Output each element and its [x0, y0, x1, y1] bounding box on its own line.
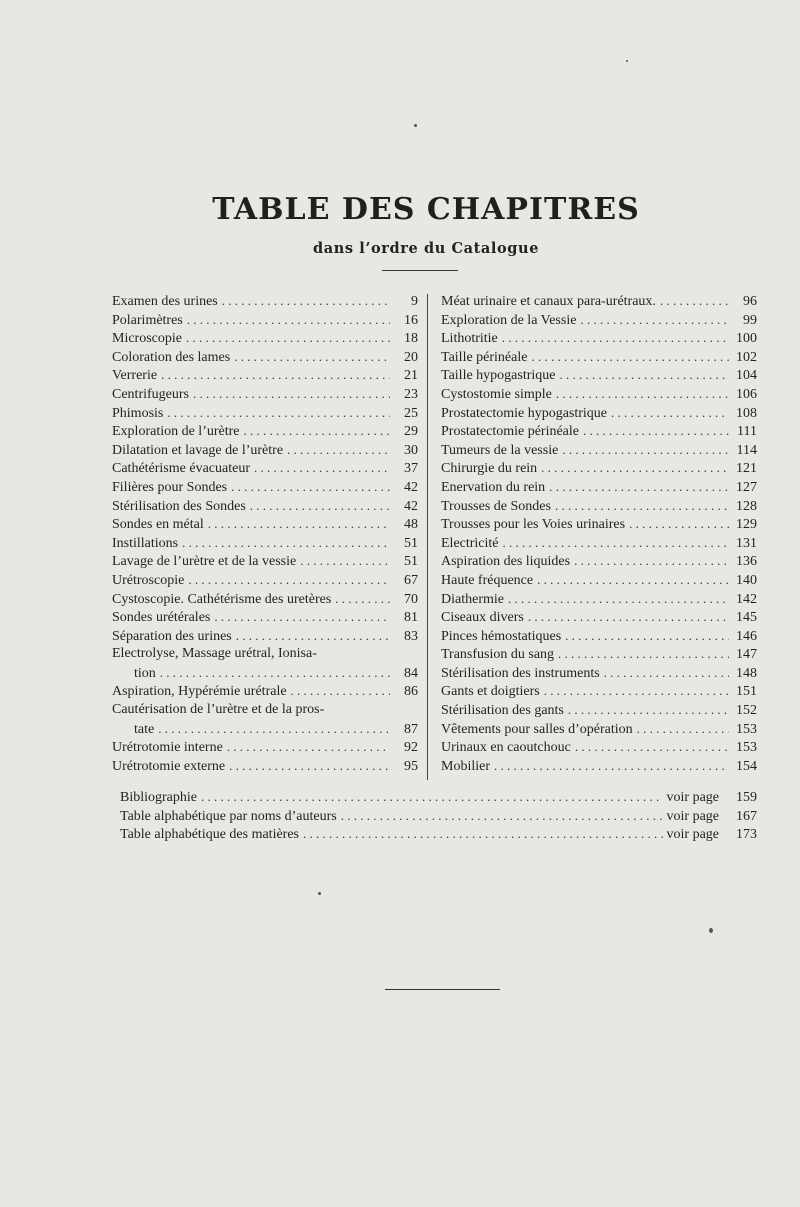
dot-leader: [537, 571, 729, 590]
toc-entry-page: 152: [736, 703, 757, 719]
toc-entry-label: Electricité: [441, 535, 499, 551]
toc-entry-label: Dilatation et lavage de l’urètre: [112, 442, 284, 458]
toc-entry: [112, 552, 418, 571]
dot-leader: [556, 385, 729, 404]
dot-leader: [629, 515, 729, 534]
toc-right-column: [441, 292, 757, 775]
dot-leader: [565, 627, 729, 646]
dot-leader: [234, 348, 390, 367]
toc-entry-label: Cathétérisme évacuateur: [112, 461, 250, 477]
toc-entry-page: 96: [743, 294, 757, 309]
toc-entry-page: 20: [404, 349, 418, 365]
dot-leader: [637, 720, 729, 739]
toc-entry: [112, 590, 418, 609]
toc-entry-page: 100: [736, 331, 757, 347]
toc-entry-label: Lithotritie: [441, 331, 498, 347]
dot-leader: [229, 757, 390, 776]
end-divider: [385, 989, 500, 990]
toc-entry: [112, 757, 418, 776]
toc-entry: [441, 682, 757, 701]
toc-entry-page: 84: [404, 665, 418, 681]
toc-entry-label: Trousses de Sondes: [441, 498, 551, 514]
dot-leader: [187, 311, 390, 330]
toc-entry-page: 21: [404, 368, 418, 384]
toc-entry-page: 148: [736, 665, 757, 681]
toc-entry: [112, 738, 418, 757]
dot-leader: [660, 292, 729, 311]
dot-leader: [250, 497, 390, 516]
toc-entry-page: 37: [404, 461, 418, 477]
toc-entry-label: Taille périnéale: [441, 349, 528, 365]
toc-entry-page: 153: [736, 740, 757, 756]
toc-entry: [441, 645, 757, 664]
toc-entry: [441, 311, 757, 330]
toc-entry-label: Stérilisation des instruments: [441, 665, 600, 681]
toc-entry-page: 128: [736, 498, 757, 514]
toc-entry-page: 145: [736, 610, 757, 626]
toc-entry-page: 102: [736, 349, 757, 365]
toc-entry-label: Sondes urétérales: [112, 610, 211, 626]
toc-entry: [112, 627, 418, 646]
dot-leader: [528, 608, 729, 627]
dot-leader: [611, 404, 729, 423]
toc-entry-label: Urinaux en caoutchouc: [441, 740, 571, 756]
toc-entry-label: Examen des urines: [112, 294, 218, 309]
toc-entry: [441, 534, 757, 553]
appendix-entry-label: Table alphabétique des matières: [120, 827, 299, 843]
toc-entry-label: Polarimètres: [112, 312, 183, 328]
toc-entry-label: Cystostomie simple: [441, 386, 552, 402]
dot-leader: [167, 404, 390, 423]
toc-entry: [112, 404, 418, 423]
dot-leader: [227, 738, 390, 757]
toc-entry-page: 147: [736, 647, 757, 663]
voir-page-text: voir page: [666, 790, 719, 805]
toc-entry: [441, 459, 757, 478]
toc-entry-label: Exploration de la Vessie: [441, 312, 577, 328]
toc-entry-page: 81: [404, 610, 418, 626]
toc-entry-page: 151: [736, 684, 757, 700]
toc-entry-page: 153: [736, 721, 757, 737]
toc-entry: [441, 664, 757, 683]
print-speck: [709, 928, 713, 933]
toc-entry-page: 106: [736, 386, 757, 402]
toc-entry: [112, 682, 418, 701]
toc-entry: [441, 441, 757, 460]
dot-leader: [555, 497, 729, 516]
print-speck: [414, 124, 417, 127]
toc-entry-page: 25: [404, 405, 418, 421]
toc-entry-label: Verrerie: [112, 368, 158, 384]
dot-leader: [558, 645, 729, 664]
dot-leader: [303, 825, 663, 844]
dot-leader: [335, 590, 390, 609]
toc-entry: [441, 497, 757, 516]
toc-entry-page: 67: [404, 572, 418, 588]
toc-entry-page: 154: [736, 758, 757, 774]
dot-leader: [244, 422, 390, 441]
toc-entry-label-continuation: tion: [134, 665, 156, 681]
toc-entry: [112, 422, 418, 441]
dot-leader: [502, 329, 729, 348]
toc-entry-page: 16: [404, 312, 418, 328]
toc-entry: [441, 627, 757, 646]
toc-entry: [441, 552, 757, 571]
toc-entry-label: Enervation du rein: [441, 479, 546, 495]
appendix-entry: [120, 807, 757, 826]
toc-entry-label: Diathermie: [441, 591, 504, 607]
toc-entry: [441, 701, 757, 720]
toc-entry-page: 29: [404, 424, 418, 440]
dot-leader: [604, 664, 729, 683]
toc-entry-page: 83: [404, 628, 418, 644]
toc-entry: [112, 385, 418, 404]
appendix-entry: [120, 788, 757, 807]
dot-leader: [231, 478, 390, 497]
toc-entry: [441, 348, 757, 367]
toc-entry-page: 140: [736, 572, 757, 588]
voir-page-text: voir page: [666, 808, 719, 824]
toc-entry: [441, 366, 757, 385]
dot-leader: [574, 552, 729, 571]
toc-entry: [441, 757, 757, 776]
toc-entry-label: Urétroscopie: [112, 572, 185, 588]
dot-leader: [287, 441, 390, 460]
dot-leader: [222, 292, 390, 311]
toc-entry: [112, 571, 418, 590]
toc-entry-page: 86: [404, 684, 418, 700]
toc-entry-label-line: Electrolyse, Massage urétral, Ionisa-: [112, 646, 317, 662]
toc-entry-page: 70: [404, 591, 418, 607]
toc-entry: [112, 497, 418, 516]
toc-entry-page: 48: [404, 517, 418, 533]
toc-entry-page: 136: [736, 554, 757, 570]
dot-leader: [568, 701, 729, 720]
toc-entry-label: Urétrotomie interne: [112, 740, 223, 756]
toc-entry-page: 127: [736, 479, 757, 495]
toc-entry-label: Urétrotomie externe: [112, 758, 226, 774]
toc-entry-page: 95: [404, 758, 418, 774]
toc-entry-label: Mobilier: [441, 758, 490, 774]
toc-left-column: [112, 292, 418, 775]
dot-leader: [531, 348, 729, 367]
toc-entry-page: 111: [737, 424, 757, 440]
toc-entry-page: 18: [404, 331, 418, 347]
dot-leader: [186, 329, 390, 348]
toc-entry-page: 129: [736, 517, 757, 533]
toc-entry-page: 92: [404, 740, 418, 756]
toc-entry: [112, 664, 418, 683]
toc-entry-label: Pinces hémostatiques: [441, 628, 562, 644]
dot-leader: [208, 515, 390, 534]
appendix-entry-label: Table alphabétique par noms d’auteurs: [120, 808, 337, 824]
toc-entry: [112, 608, 418, 627]
toc-entry: [441, 720, 757, 739]
toc-entry-page: 51: [404, 554, 418, 570]
toc-entry-label: Prostatectomie périnéale: [441, 424, 579, 440]
dot-leader: [161, 366, 390, 385]
dot-leader: [583, 422, 729, 441]
dot-leader: [575, 738, 729, 757]
dot-leader: [494, 757, 729, 776]
toc-entry-label: Aspiration, Hypérémie urétrale: [112, 684, 287, 700]
toc-entry: [441, 478, 757, 497]
toc-entry-label: Stérilisation des Sondes: [112, 498, 246, 514]
toc-entry-page: 121: [736, 461, 757, 477]
toc-entry-label: Microscopie: [112, 331, 182, 347]
toc-entry: [441, 404, 757, 423]
dot-leader: [291, 682, 390, 701]
toc-entry-label: Gants et doigtiers: [441, 684, 540, 700]
toc-entry-label: Méat urinaire et canaux para-urétraux.: [441, 294, 656, 309]
appendix-entry-page: 167: [736, 808, 757, 824]
toc-entry-page: 146: [736, 628, 757, 644]
toc-entry-page: 42: [404, 479, 418, 495]
page-title: TABLE DES CHAPITRES: [212, 192, 640, 227]
toc-entry-label: Phimosis: [112, 405, 164, 421]
dot-leader: [562, 441, 729, 460]
dot-leader: [182, 534, 390, 553]
toc-entry: [441, 571, 757, 590]
toc-entry-page: 99: [743, 312, 757, 328]
toc-entry-label: Instillations: [112, 535, 179, 551]
dot-leader: [201, 788, 663, 807]
voir-page-text: voir page: [666, 827, 719, 843]
toc-entry-label: Taille hypogastrique: [441, 368, 556, 384]
toc-entry-label: Haute fréquence: [441, 572, 534, 588]
title-divider: [382, 270, 458, 271]
toc-entry-page: 42: [404, 498, 418, 514]
toc-entry-label: Séparation des urines: [112, 628, 232, 644]
dot-leader: [508, 590, 729, 609]
toc-entry-label-line: Cautérisation de l’urètre et de la pros-: [112, 702, 325, 718]
toc-entry-label-continuation: tate: [134, 721, 155, 737]
dot-leader: [560, 366, 730, 385]
toc-entry: [441, 515, 757, 534]
toc-entry: [441, 590, 757, 609]
toc-entry-label: Exploration de l’urètre: [112, 424, 240, 440]
toc-entry-label: Coloration des lames: [112, 349, 231, 365]
toc-entry-page: 51: [404, 535, 418, 551]
dot-leader: [544, 682, 729, 701]
appendix-entry-page: 159: [736, 790, 757, 805]
dot-leader: [549, 478, 729, 497]
toc-entry-label: Transfusion du sang: [441, 647, 555, 663]
appendix-entry-page: 173: [736, 827, 757, 843]
toc-entry-label: Trousses pour les Voies urinaires: [441, 517, 626, 533]
toc-entry-page: 114: [736, 442, 757, 458]
appendix-entry: [120, 825, 757, 844]
toc-entry-page: 142: [736, 591, 757, 607]
toc-entry: [112, 441, 418, 460]
appendix-entry-label: Bibliographie: [120, 790, 197, 805]
toc-entry: [112, 534, 418, 553]
toc-entry: [112, 515, 418, 534]
toc-entry-label: Aspiration des liquides: [441, 554, 571, 570]
dot-leader: [300, 552, 390, 571]
toc-entry-label: Chirurgie du rein: [441, 461, 538, 477]
toc-entry-label: Prostatectomie hypogastrique: [441, 405, 608, 421]
toc-entry: [112, 366, 418, 385]
toc-entry: [441, 738, 757, 757]
toc-entry-label: Ciseaux divers: [441, 610, 524, 626]
dot-leader: [254, 459, 390, 478]
toc-entry: [112, 329, 418, 348]
dot-leader: [188, 571, 390, 590]
toc-entry-label: Stérilisation des gants: [441, 703, 564, 719]
dot-leader: [214, 608, 390, 627]
dot-leader: [236, 627, 390, 646]
toc-entry-label: Lavage de l’urètre et de la vessie: [112, 554, 297, 570]
toc-entry-label: Cystoscopie. Cathétérisme des uretères: [112, 591, 332, 607]
toc-entry-label: Filières pour Sondes: [112, 479, 228, 495]
toc-entry-page: 87: [404, 721, 418, 737]
toc-entry: [441, 292, 757, 311]
dot-leader: [160, 664, 390, 683]
print-speck: [318, 892, 321, 895]
dot-leader: [158, 720, 390, 739]
toc-entry: [112, 720, 418, 739]
toc-entry-page: 108: [736, 405, 757, 421]
toc-entry-page: 23: [404, 386, 418, 402]
toc-entry: [112, 311, 418, 330]
toc-entry: [441, 422, 757, 441]
toc-entry: [441, 385, 757, 404]
toc-entry: [112, 478, 418, 497]
toc-entry-label: Centrifugeurs: [112, 386, 189, 402]
toc-entry: [441, 608, 757, 627]
toc-entry: [441, 329, 757, 348]
toc-appendix-list: [120, 788, 757, 844]
dot-leader: [503, 534, 729, 553]
dot-leader: [341, 807, 663, 826]
page-subtitle: dans l’ordre du Catalogue: [312, 240, 540, 257]
dot-leader: [580, 311, 729, 330]
dot-leader: [193, 385, 390, 404]
toc-entry-page: 30: [404, 442, 418, 458]
toc-entry-label: Tumeurs de la vessie: [441, 442, 559, 458]
print-speck: [626, 60, 628, 62]
toc-entry-label: Vêtements pour salles d’opération: [441, 721, 633, 737]
toc-entry-page: 9: [411, 294, 418, 309]
column-divider: [427, 294, 428, 780]
toc-entry-page: 131: [736, 535, 757, 551]
toc-entry: [112, 292, 418, 311]
toc-entry-label: Sondes en métal: [112, 517, 204, 533]
dot-leader: [541, 459, 729, 478]
toc-entry: [112, 348, 418, 367]
toc-entry: [112, 459, 418, 478]
toc-entry-page: 104: [736, 368, 757, 384]
